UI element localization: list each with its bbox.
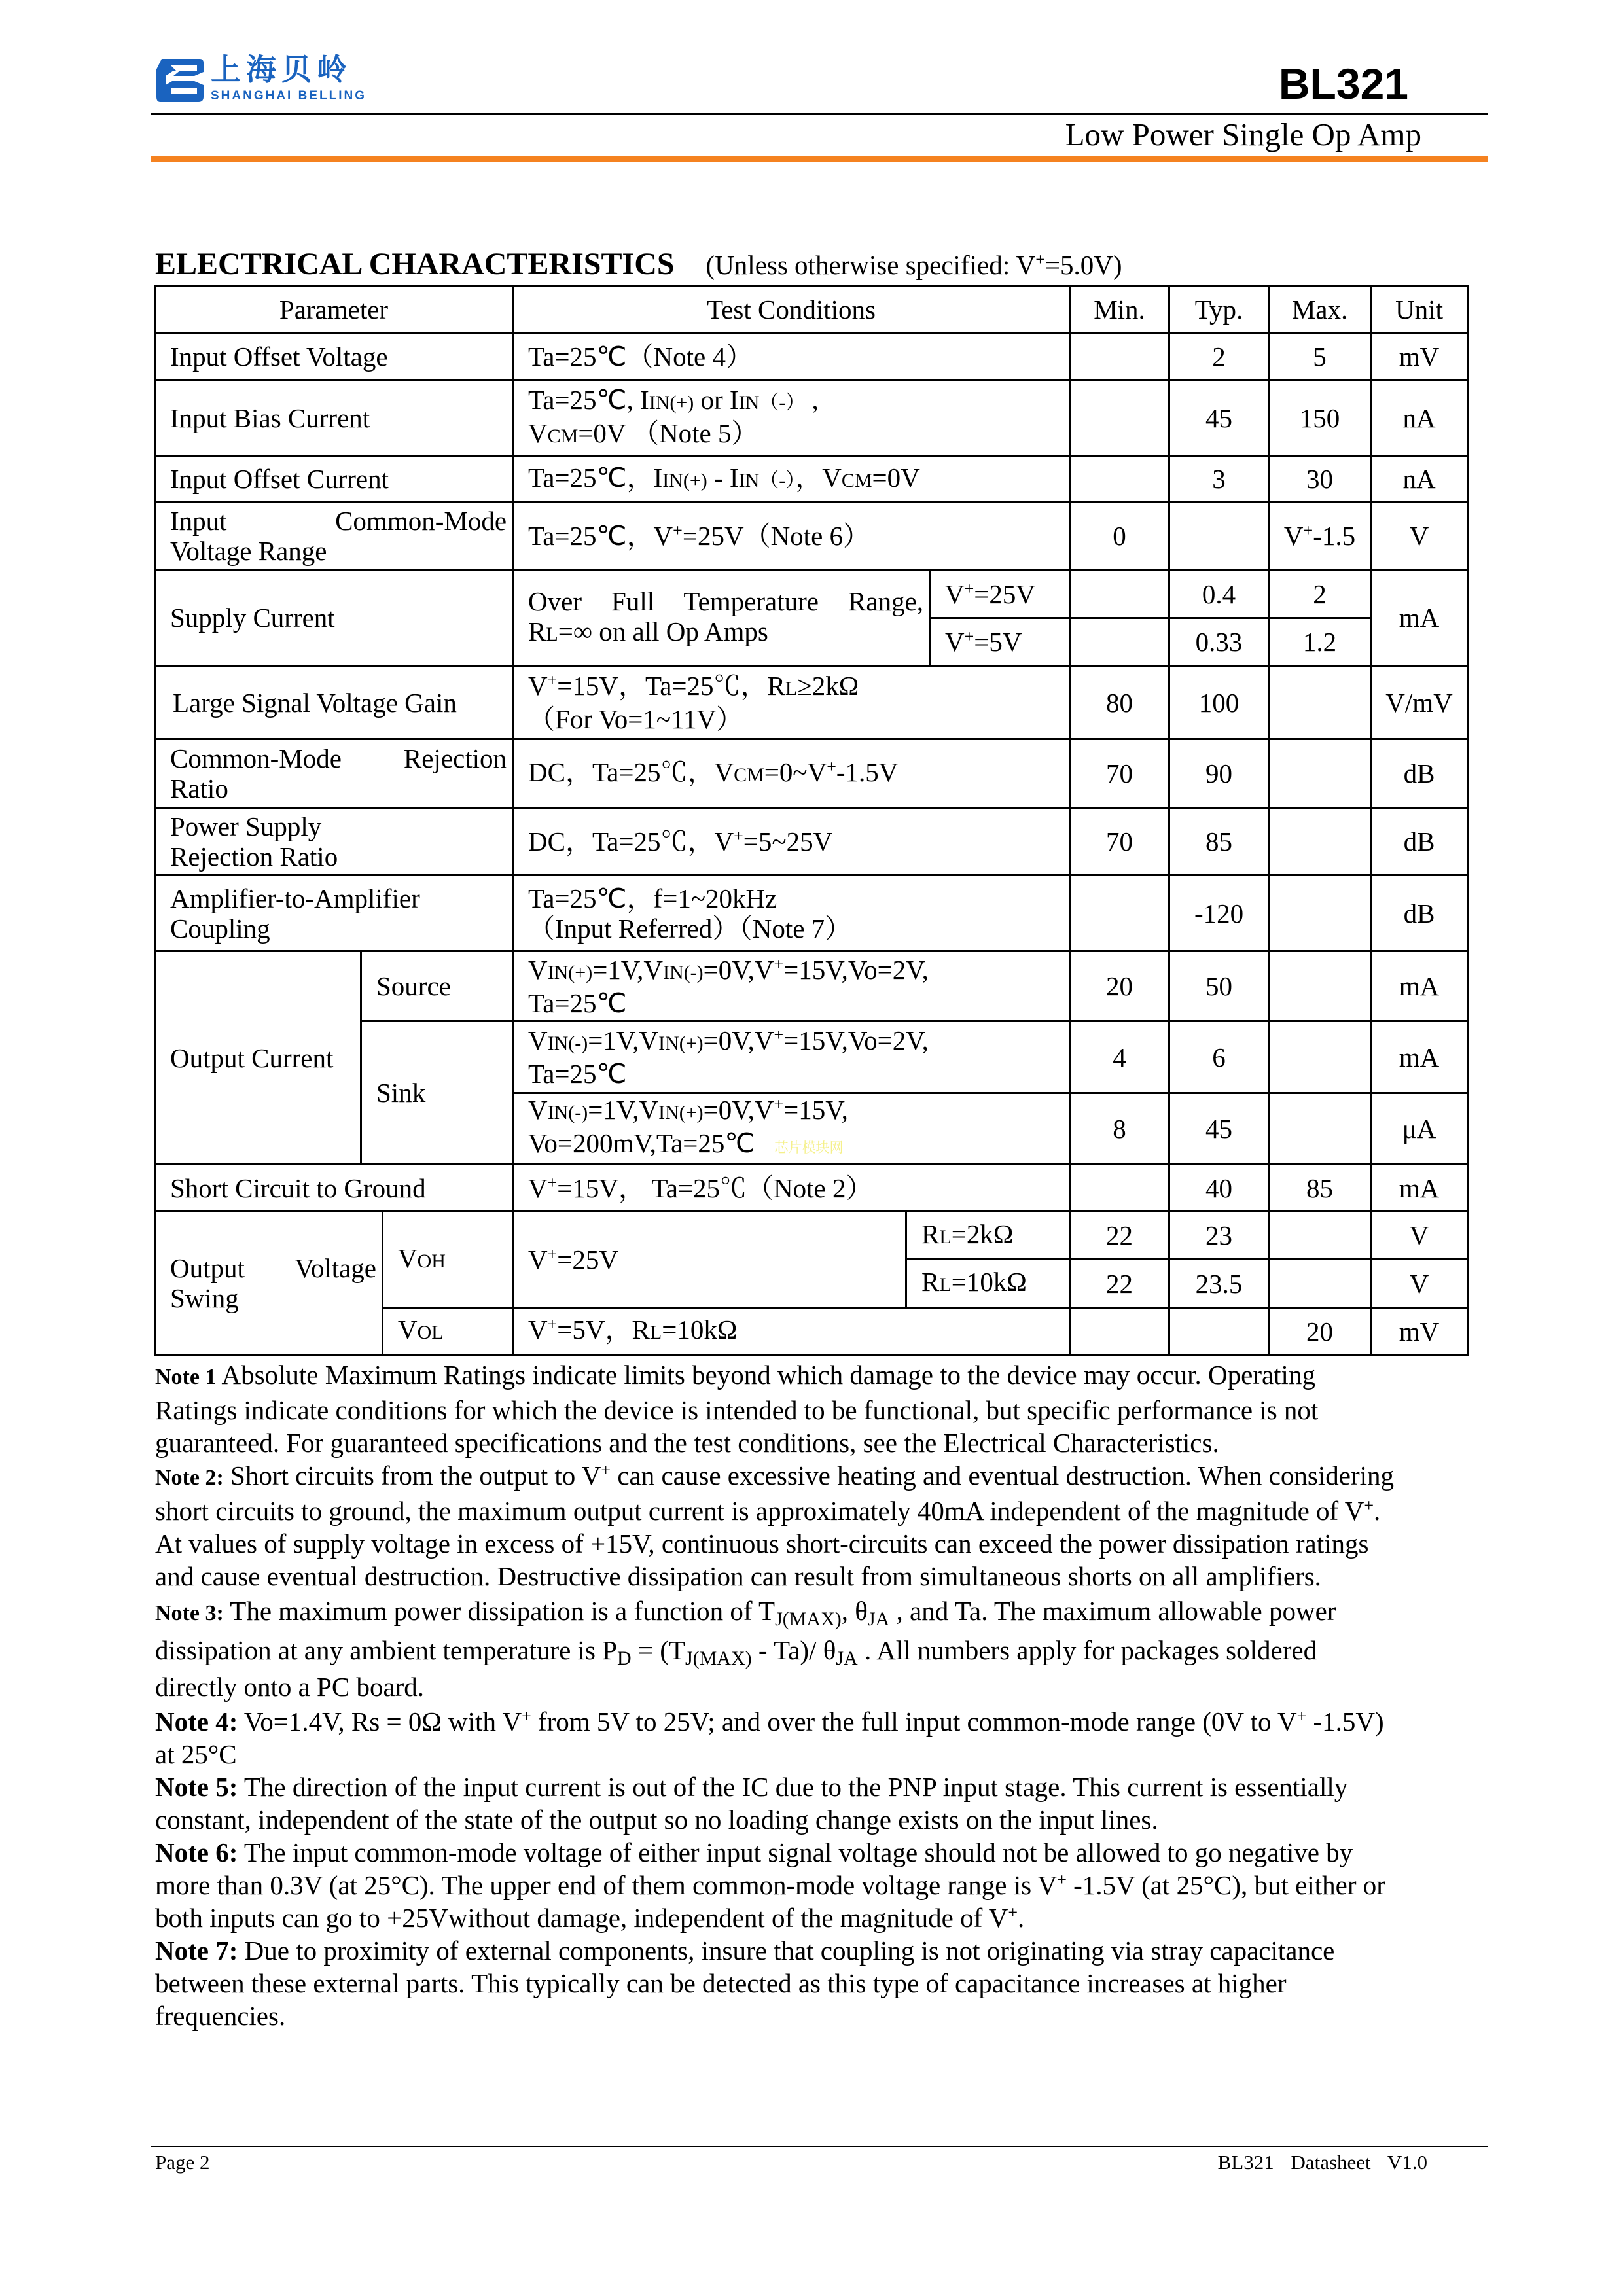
text-line: Ta=25℃，IIN(+) - IIN（-），VCM=0V (528, 462, 920, 493)
min-cell: 4 (1070, 1021, 1169, 1093)
watermark-text: 芯片模块网 (774, 1140, 844, 1156)
load-cell (906, 1260, 1070, 1308)
text-line: DC，Ta=25℃，VCM=0~V+-1.5V (528, 756, 899, 787)
note-label: Note 5: (155, 1772, 238, 1802)
footer-divider (151, 2146, 1488, 2147)
text-segment: + (1008, 1903, 1018, 1922)
text-segment: + (1303, 521, 1313, 540)
min-cell: 70 (1070, 808, 1169, 875)
text-segment: JA (836, 1648, 858, 1669)
notes-section (154, 1358, 1502, 2032)
text-segment: IN(+) (662, 469, 707, 491)
text-line: Note 3: The maximum power dissipation is a function of $T_{J(MAX)}$, $\theta_{JA}$ , and Ta. The maximum allowable power (155, 1596, 1336, 1630)
page-number: Page 2 (155, 2151, 210, 2174)
typ-cell: 6 (1169, 1021, 1269, 1093)
min-cell (1070, 1165, 1169, 1212)
text-segment: CM (734, 764, 764, 786)
header-unit: Unit (1371, 287, 1468, 333)
text-line: short circuits to ground, the maximum output current is approximately 40mA independent of the magnitude of V+. (155, 1496, 1381, 1526)
text-line: and cause eventual destruction. Destructive dissipation can result from simultaneous shorts on all amplifiers. (155, 1561, 1321, 1591)
max-cell: 85 (1269, 1165, 1371, 1212)
text-line: Note 1 Absolute Maximum Ratings indicate limits beyond which damage to the device may occur. Operating (155, 1360, 1315, 1390)
unit-cell: V (1371, 1212, 1468, 1260)
max-cell: 2 (1269, 570, 1371, 618)
text-line: more than 0.3V (at 25°C). The upper end of them common-mode voltage range is V+ -1.5V (at 25°C), but either or (155, 1870, 1385, 1900)
unit-cell: mA (1371, 570, 1468, 666)
min-cell (1070, 570, 1169, 618)
note-label: Note 1 (155, 1365, 217, 1389)
cond-cell (513, 1212, 906, 1308)
content-flow (154, 285, 1502, 2032)
text-segment: L (785, 678, 798, 699)
typ-cell: 45 (1169, 380, 1269, 456)
text-line: VIN(-)=1V,VIN(+)=0V,V+=15V,Vo=2V, (528, 1025, 929, 1055)
unit-cell: mV (1371, 333, 1468, 380)
max-cell (1269, 1212, 1371, 1260)
text-segment: + (547, 1315, 558, 1333)
note-6 (155, 1836, 1502, 1934)
min-cell: 70 (1070, 739, 1169, 808)
subcond-cell (930, 618, 1070, 666)
param-line: Output Voltage (170, 1253, 376, 1283)
param-cell (155, 380, 513, 456)
text-segment: + (774, 1025, 784, 1044)
text-line: frequencies. (155, 2001, 286, 2031)
note-7 (155, 1934, 1502, 2032)
max-cell (1269, 1093, 1371, 1165)
unit-cell: mA (1371, 1165, 1468, 1212)
section-heading (155, 246, 1122, 283)
typ-cell: 2 (1169, 333, 1269, 380)
typ-cell: 85 (1169, 808, 1269, 875)
cond-cell (513, 875, 1070, 951)
text-segment: IN(-) (663, 961, 704, 983)
note-2 (155, 1459, 1502, 1593)
table-row (155, 1212, 1468, 1260)
min-cell (1070, 875, 1169, 951)
cond-cell (513, 666, 1070, 739)
min-cell (1070, 456, 1169, 503)
cond-cell (513, 808, 1070, 875)
note-1 (155, 1358, 1502, 1459)
document-version: BL321 Datasheet V1.0 (1217, 2151, 1427, 2174)
cond-cell (513, 456, 1070, 503)
typ-cell: 0.4 (1169, 570, 1269, 618)
text-line: DC，Ta=25℃，V+=5~25V (528, 826, 833, 857)
text-line: VOH (398, 1243, 446, 1273)
text-segment: IN（-） (738, 391, 806, 414)
text-segment: CM (547, 425, 579, 447)
load-cell (906, 1212, 1070, 1260)
cond-cell (513, 1165, 1070, 1212)
text-line: VOL (398, 1315, 444, 1345)
param-line: Input Common-Mode (170, 506, 507, 536)
part-number-title: BL321 (1278, 60, 1408, 108)
param-cell (155, 503, 513, 570)
cond-cell (513, 951, 1070, 1021)
min-cell (1070, 333, 1169, 380)
text-line: RL=∞ on all Op Amps (528, 616, 768, 646)
max-cell (1269, 1021, 1371, 1093)
text-segment: + (1364, 1496, 1374, 1515)
text-segment: + (964, 627, 974, 646)
text-line: RL=10kΩ (921, 1267, 1027, 1297)
text-segment: J(MAX) (685, 1648, 752, 1669)
text-segment: + (673, 521, 683, 540)
table-header-row (155, 287, 1468, 333)
text-line: V+=5V (945, 627, 1022, 657)
table-row (155, 739, 1468, 808)
text-line: V+-1.5 (1283, 521, 1356, 551)
text-line: Large Signal Voltage Gain (173, 687, 457, 718)
text-line: VIN(-)=1V,VIN(+)=0V,V+=15V, (528, 1095, 848, 1125)
header-parameter: Parameter (155, 287, 513, 333)
unit-cell: dB (1371, 875, 1468, 951)
header-max: Max. (1269, 287, 1371, 333)
note-label: Note 4: (155, 1706, 238, 1737)
subparam-cell (383, 1308, 513, 1355)
table-row (155, 456, 1468, 503)
text-segment: + (1296, 1706, 1307, 1725)
unit-cell: dB (1371, 808, 1468, 875)
table-row (155, 1165, 1468, 1212)
param-cell (155, 1212, 383, 1355)
text-line: Ta=25℃ (528, 987, 627, 1018)
unit-cell: nA (1371, 380, 1468, 456)
text-line: both inputs can go to +25Vwithout damage, independent of the magnitude of V+. (155, 1903, 1025, 1933)
typ-cell: 0.33 (1169, 618, 1269, 666)
typ-cell (1169, 503, 1269, 570)
param-cell: Output Current (155, 951, 361, 1165)
min-cell (1070, 618, 1169, 666)
cond-cell (513, 1308, 1070, 1355)
logo-chinese-text: 上海贝岭 (211, 52, 352, 87)
text-line: V+=25V (945, 578, 1036, 609)
text-line: Note 4: Vo=1.4V, Rs = 0Ω with V+ from 5V to 25V; and over the full input common-mode range (0V to V+ -1.5V) (155, 1706, 1384, 1737)
text-line: Power Supply (170, 811, 322, 841)
text-segment: + (547, 1245, 558, 1263)
header-test-conditions: Test Conditions (513, 287, 1070, 333)
text-segment: IN（-） (738, 469, 796, 491)
typ-cell: 100 (1169, 666, 1269, 739)
text-line: Supply Current (170, 603, 335, 633)
param-cell (155, 570, 513, 666)
min-cell: 80 (1070, 666, 1169, 739)
note-label: Note 2: (155, 1466, 224, 1490)
cond-cell (513, 380, 1070, 456)
text-segment: IN(-) (547, 1102, 588, 1123)
text-segment: D (616, 1648, 632, 1669)
electrical-characteristics-table (154, 285, 1469, 1356)
min-cell: 20 (1070, 951, 1169, 1021)
text-line: Ta=25℃，V+=25V（Note 6） (528, 521, 870, 551)
table-row (155, 951, 1468, 1021)
text-segment: + (774, 1095, 784, 1114)
param-line: Voltage Range (170, 536, 327, 566)
max-cell: 30 (1269, 456, 1371, 503)
text-line: At values of supply voltage in excess of +15V, continuous short-circuits can exceed the power dissipation ratings (155, 1528, 1369, 1559)
unit-cell: mA (1371, 951, 1468, 1021)
unit-cell: V/mV (1371, 666, 1468, 739)
text-line: Note 6: The input common-mode voltage of either input signal voltage should not be allowed to go negative by (155, 1837, 1353, 1867)
unit-cell: μA (1371, 1093, 1468, 1165)
typ-cell: 90 (1169, 739, 1269, 808)
text-segment: L (939, 1274, 952, 1296)
min-cell (1070, 1308, 1169, 1355)
max-cell: 150 (1269, 380, 1371, 456)
param-cell (155, 666, 513, 739)
text-segment: IN(+) (658, 1033, 704, 1054)
param-cell (155, 739, 513, 808)
table-row (155, 333, 1468, 380)
text-segment: IN(+) (547, 961, 593, 983)
note-3 (155, 1593, 1502, 1705)
table-row (155, 503, 1468, 570)
section-title: ELECTRICAL CHARACTERISTICS (155, 247, 675, 281)
param-cell (155, 456, 513, 503)
max-cell (1269, 503, 1371, 570)
text-segment: + (522, 1706, 531, 1725)
subcond-cell (930, 570, 1070, 618)
cond-line: Over Full Temperature Range, (528, 586, 924, 616)
text-line: V+=15V，Ta=25℃，RL≥2kΩ (528, 671, 859, 701)
typ-cell: 23 (1169, 1212, 1269, 1260)
unit-cell: nA (1371, 456, 1468, 503)
text-line: V+=25V (528, 1245, 619, 1275)
text-line: VCM=0V （Note 5） (528, 417, 758, 448)
text-segment: + (1057, 1870, 1067, 1889)
text-line: Input Offset Voltage (170, 341, 388, 372)
company-logo-icon (154, 56, 206, 105)
param-cell (155, 875, 513, 951)
section-condition (706, 250, 1122, 280)
text-line: RL=2kΩ (921, 1218, 1014, 1249)
max-cell: 20 (1269, 1308, 1371, 1355)
text-line: （For Vo=1~11V） (528, 704, 743, 734)
param-cell (155, 808, 513, 875)
typ-cell: 40 (1169, 1165, 1269, 1212)
text-segment: L (939, 1226, 952, 1248)
text-line: （Input Referred）（Note 7） (528, 913, 852, 944)
text-line: VIN(+)=1V,VIN(-)=0V,V+=15V,Vo=2V, (528, 954, 929, 985)
typ-cell (1169, 1308, 1269, 1355)
text-segment: J(MAX) (775, 1608, 842, 1630)
text-line: between these external parts. This typically can be detected as this type of capacitance increases at higher (155, 1968, 1287, 1998)
cond-cell (513, 333, 1070, 380)
cond-cell (513, 503, 1070, 570)
max-cell (1269, 951, 1371, 1021)
text-line: V+=15V， Ta=25℃（Note 2） (528, 1173, 873, 1203)
text-line: Input Bias Current (170, 402, 370, 433)
cond-cell (513, 739, 1070, 808)
text-line: Input Offset Current (170, 464, 389, 494)
text-line: Ta=25℃ (528, 1059, 627, 1089)
header-min: Min. (1070, 287, 1169, 333)
max-cell (1269, 808, 1371, 875)
text-segment: L (649, 1322, 662, 1343)
subparam-cell: Sink (361, 1021, 513, 1165)
text-line: Ta=25℃（Note 4） (528, 341, 753, 372)
text-segment: OL (417, 1322, 444, 1343)
max-cell (1269, 875, 1371, 951)
text-segment: OH (417, 1250, 446, 1272)
text-line: Rejection Ratio (170, 841, 338, 872)
document-subtitle: Low Power Single Op Amp (1065, 116, 1421, 152)
max-cell (1269, 739, 1371, 808)
text-segment: + (547, 671, 558, 690)
text-line: V+=5V，RL=10kΩ (528, 1315, 738, 1345)
param-line: Common-Mode Rejection (170, 743, 507, 773)
note-5 (155, 1771, 1502, 1836)
text-line: at 25°C (155, 1739, 237, 1769)
text-segment: IN(-) (547, 1033, 588, 1054)
table-row (155, 570, 1468, 618)
min-cell: 8 (1070, 1093, 1169, 1165)
param-line: Ratio (170, 773, 228, 804)
text-segment: IN(+) (658, 1102, 704, 1123)
text-line: Ta=25℃，f=1~20kHz (528, 883, 777, 913)
text-line: Coupling (170, 913, 270, 944)
header-typ: Typ. (1169, 287, 1269, 333)
text-segment: + (774, 954, 784, 974)
text-line: directly onto a PC board. (155, 1672, 425, 1702)
text-segment: + (1035, 250, 1045, 269)
cond-line (528, 616, 923, 650)
text-line: Amplifier-to-Amplifier (170, 883, 420, 913)
unit-cell: mA (1371, 1021, 1468, 1093)
text-segment: IN(+) (649, 391, 694, 414)
unit-cell: V (1371, 503, 1468, 570)
max-cell: 1.2 (1269, 618, 1371, 666)
note-4 (155, 1705, 1502, 1771)
table-row (155, 380, 1468, 456)
header-accent-bar (151, 156, 1488, 162)
text-segment: + (964, 578, 974, 598)
typ-cell: 45 (1169, 1093, 1269, 1165)
typ-cell: 3 (1169, 456, 1269, 503)
text-line: Vo=200mV,Ta=25℃ 芯片模块网 (528, 1128, 844, 1158)
text-line: (Unless otherwise specified: V+=5.0V) (705, 250, 1122, 280)
min-cell (1070, 380, 1169, 456)
note-label: Note 3: (155, 1601, 224, 1625)
text-segment: + (601, 1460, 611, 1479)
text-line: constant, independent of the state of the output so no loading change exists on the input lines. (155, 1805, 1158, 1835)
subparam-cell (383, 1212, 513, 1308)
text-line: Ta=25℃, IIN(+) or IIN（-） , (528, 384, 819, 415)
min-cell: 22 (1070, 1260, 1169, 1308)
table-row (155, 875, 1468, 951)
text-segment: JA (867, 1608, 890, 1630)
unit-cell: dB (1371, 739, 1468, 808)
note-label: Note 6: (155, 1837, 238, 1867)
cond-cell (513, 1093, 1070, 1165)
text-segment: + (734, 826, 743, 845)
text-line: Note 7: Due to proximity of external components, insure that coupling is not originating via stray capacitance (155, 1935, 1335, 1966)
unit-cell: mV (1371, 1308, 1468, 1355)
note-label: Note 7: (155, 1935, 238, 1966)
text-segment: + (547, 1173, 558, 1192)
typ-cell: 50 (1169, 951, 1269, 1021)
text-line: Short Circuit to Ground (170, 1173, 426, 1203)
text-line: Ratings indicate conditions for which the device is intended to be functional, but specific performance is not (155, 1395, 1319, 1425)
cond-cell (513, 570, 930, 666)
subparam-cell: Source (361, 951, 513, 1021)
text-segment: + (827, 756, 836, 776)
param-cell (155, 1165, 513, 1212)
param-cell (155, 333, 513, 380)
text-segment: CM (841, 469, 872, 491)
table-row (155, 666, 1468, 739)
cond-cell (513, 1021, 1070, 1093)
typ-cell: 23.5 (1169, 1260, 1269, 1308)
max-cell: 5 (1269, 333, 1371, 380)
text-line: guaranteed. For guaranteed specifications and the test conditions, see the Electrical Characteristics. (155, 1428, 1219, 1458)
unit-cell: V (1371, 1260, 1468, 1308)
max-cell (1269, 666, 1371, 739)
text-line: Note 2: Short circuits from the output to V+ can cause excessive heating and eventual destruction. When considering (155, 1460, 1394, 1491)
text-line: dissipation at any ambient temperature is $P_D = (T_{J(MAX)} - Ta)/$ $\theta_{JA}$ . All numbers apply for packages soldered (155, 1635, 1317, 1669)
min-cell: 22 (1070, 1212, 1169, 1260)
text-line: Note 5: The direction of the input current is out of the IC due to the PNP input stage. This current is essentially (155, 1772, 1348, 1802)
max-cell (1269, 1260, 1371, 1308)
min-cell: 0 (1070, 503, 1169, 570)
param-line: Swing (170, 1283, 239, 1313)
text-segment: L (546, 623, 558, 645)
typ-cell: -120 (1169, 875, 1269, 951)
table-row (155, 808, 1468, 875)
logo-english-text: SHANGHAI BELLING (211, 89, 366, 103)
